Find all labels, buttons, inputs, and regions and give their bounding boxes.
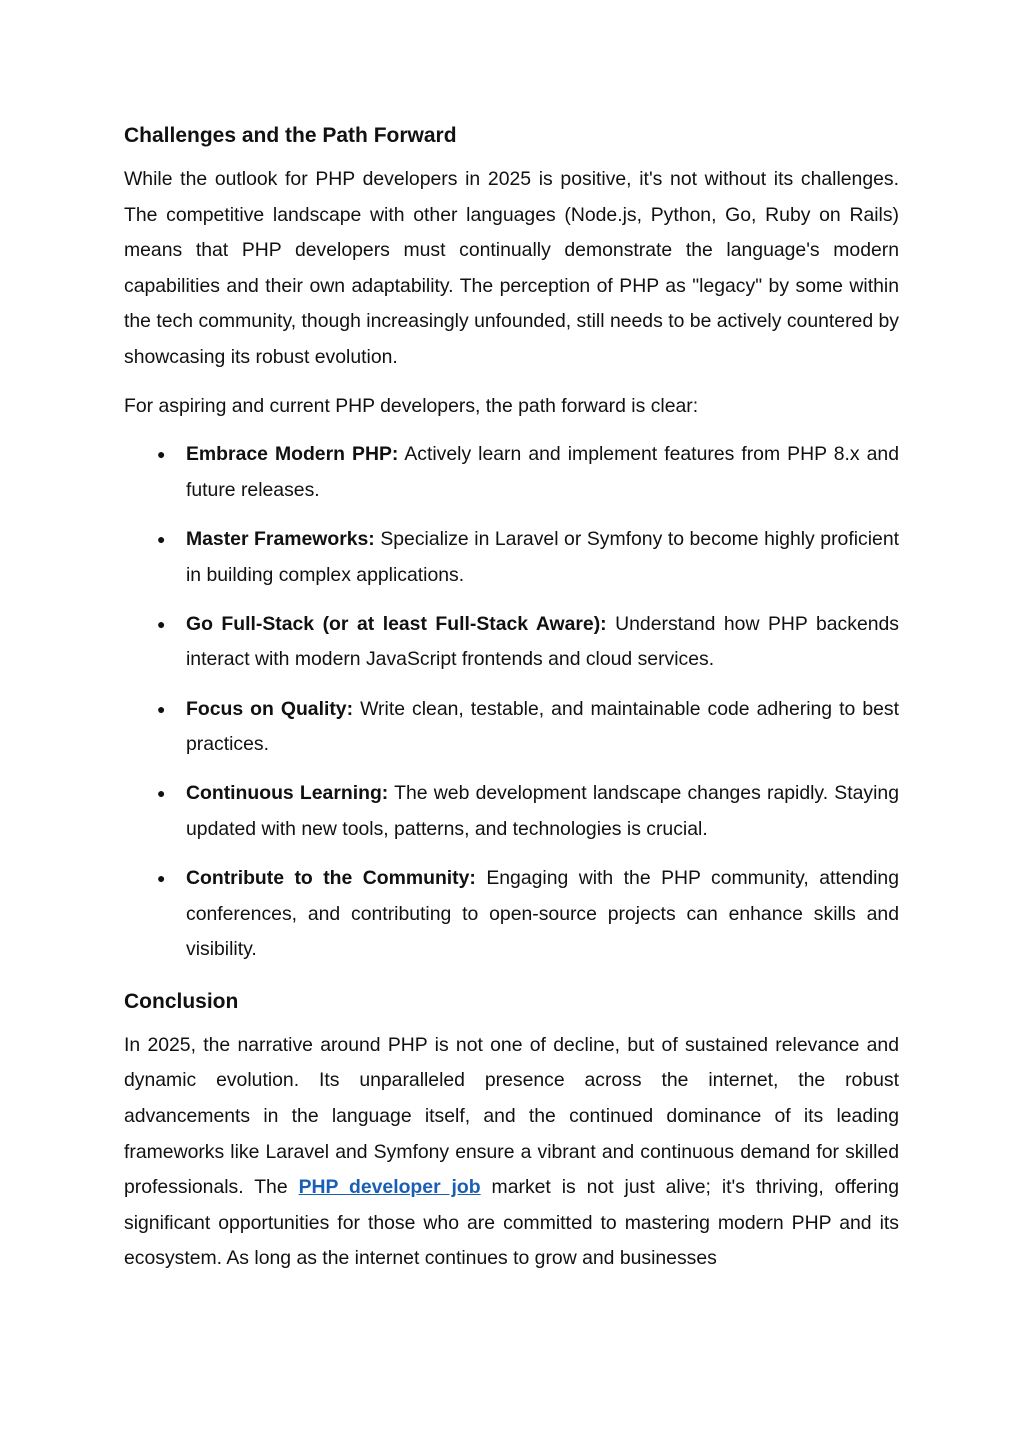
list-item-contribute-community	[124, 861, 899, 968]
path-forward-list	[124, 437, 899, 968]
list-item-embrace-modern-php	[124, 437, 899, 508]
list-item-title: Go Full-Stack (or at least Full-Stack Aware):	[186, 612, 607, 635]
list-item-title: Contribute to the Community:	[186, 867, 476, 890]
list-item-title: Master Frameworks:	[186, 527, 375, 550]
list-item-text: Actively learn and implement features from PHP 8.x and future releases.	[186, 443, 899, 501]
list-item-title: Embrace Modern PHP:	[186, 443, 399, 466]
list-item-title: Focus on Quality:	[186, 697, 354, 720]
section-heading-challenges: Challenges and the Path Forward	[124, 124, 457, 147]
conclusion-text-before: In 2025, the narrative around PHP is not one of decline, but of sustained relevance and dynamic evolution. Its unparalleled presence across the internet, the robust advancements in the language itself, and the continued dominance of its leading frameworks like Laravel and Symfony ensure a vibrant and continuous demand for skilled professionals. The	[124, 1033, 899, 1199]
list-item-text: Engaging with the PHP community, attending conferences, and contributing to open-source projects can enhance skills and visibility.	[186, 867, 899, 961]
paragraph-conclusion	[124, 1028, 899, 1277]
bullet-icon: ●	[157, 615, 166, 632]
list-item-text: Write clean, testable, and maintainable code adhering to best practices.	[186, 697, 899, 756]
paragraph-path-forward-intro: For aspiring and current PHP developers, the path forward is clear:	[124, 394, 699, 417]
paragraph-outlook: While the outlook for PHP developers in 2025 is positive, it's not without its challenges. The competitive landscape with other languages (Node.js, Python, Go, Ruby on Rails) means that PHP developers must continually demonstrate the language's modern capabilities and their own adaptability. The perception of PHP as "legacy" by some within the tech community, though increasingly unfounded, still needs to be actively countered by showcasing its robust evolution.	[124, 168, 899, 368]
conclusion-text-after: market is not just alive; it's thriving, offering significant opportunities for those who are committed to mastering modern PHP and its ecosystem. As long as the internet continues to grow and businesses	[124, 1176, 900, 1270]
php-developer-job-link[interactable]: PHP developer job	[298, 1176, 481, 1199]
bullet-icon: ●	[157, 870, 166, 887]
bullet-icon: ●	[157, 446, 166, 463]
list-item-go-full-stack	[124, 607, 899, 678]
list-item-text: Understand how PHP backends interact with modern JavaScript frontends and cloud services.	[186, 612, 899, 671]
list-item-continuous-learning	[124, 776, 899, 847]
list-item-master-frameworks	[124, 522, 899, 593]
bullet-icon: ●	[157, 785, 166, 802]
list-item-text: The web development landscape changes rapidly. Staying updated with new tools, patterns, and technologies is crucial.	[186, 782, 899, 840]
bullet-icon: ●	[157, 530, 166, 547]
bullet-icon: ●	[157, 700, 166, 717]
section-heading-conclusion: Conclusion	[124, 989, 239, 1013]
list-item-focus-on-quality	[124, 692, 899, 763]
list-item-title: Continuous Learning:	[186, 782, 389, 805]
list-item-text: Specialize in Laravel or Symfony to become highly proficient in building complex applications.	[186, 527, 899, 586]
document-page	[124, 118, 899, 1290]
